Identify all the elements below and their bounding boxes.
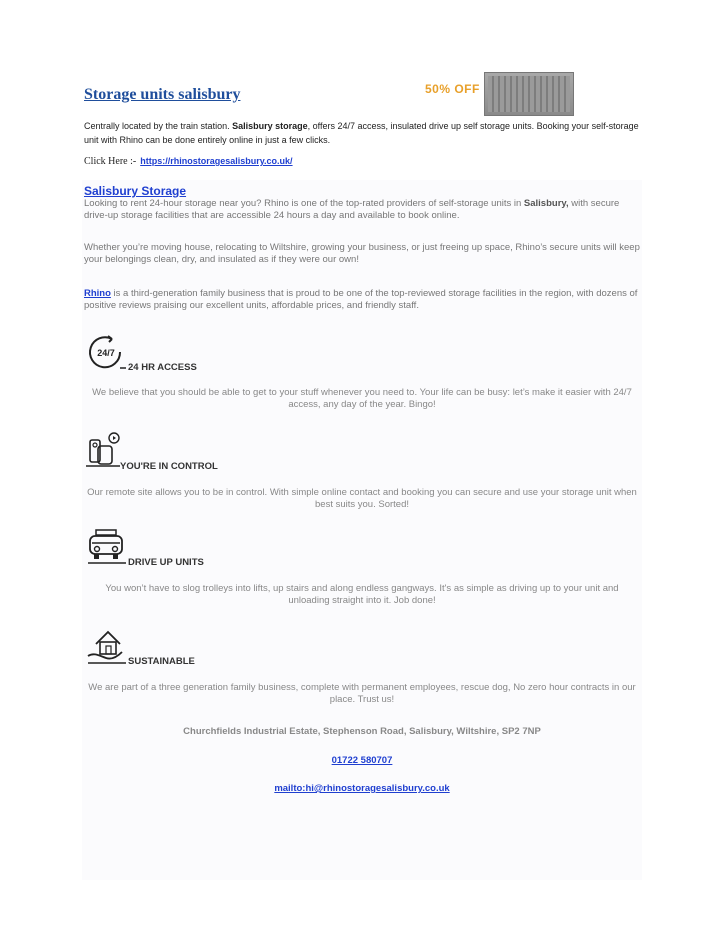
section-paragraph-3: Rhino is a third-generation family business that is proud to be one of the top-reviewed storage facilities in the region, with dozens of positive reviews praising our excellent units, affordable prices, and friendly staff. xyxy=(84,288,638,311)
discount-badge: 50% OFF xyxy=(425,82,480,96)
clock-24-7-icon xyxy=(86,332,126,372)
phone-link[interactable]: 01722 580707 xyxy=(331,755,393,766)
feature-text-24hr: We believe that you should be able to get to your stuff whenever you need to. Your life can be busy: let’s make it easier with 24/7 access, any day of the year. Bingo! xyxy=(92,387,632,410)
website-link[interactable]: https://rhinostoragesalisbury.co.uk/ xyxy=(140,156,293,166)
feature-text-control: Our remote site allows you to be in control. With simple online contact and booking you can secure and use your storage unit when best suits you. Sorted! xyxy=(87,487,637,510)
house-in-hand-icon xyxy=(86,626,126,666)
page-title: Storage units salisbury xyxy=(84,86,241,103)
content-background xyxy=(82,180,642,880)
address: Churchfields Industrial Estate, Stephenson Road, Salisbury, Wiltshire, SP2 7NP xyxy=(183,726,541,737)
feature-title-24hr: 24 HR ACCESS xyxy=(128,362,197,373)
email-link[interactable]: mailto:hi@rhinostoragesalisbury.co.uk xyxy=(274,783,450,794)
feature-title-drive-up: DRIVE UP UNITS xyxy=(128,557,204,568)
section-paragraph-1: Looking to rent 24-hour storage near you? Rhino is one of the top-rated providers of self-storage units in Salisbury, with secure drive-up storage facilities that are accessible 24 hours a day and available to book online. xyxy=(84,198,620,221)
feature-text-drive-up: You won’t have to slog trolleys into lifts, up stairs and along endless gangways. It's as simple as driving up to your unit and unloading straight into it. Job done! xyxy=(105,583,619,606)
click-here-label: Click Here :- xyxy=(84,156,137,167)
van-icon xyxy=(86,526,126,566)
feature-title-sustainable: SUSTAINABLE xyxy=(128,656,195,667)
feature-text-sustainable: We are part of a three generation family business, complete with permanent employees, rescue dog, No zero hour contracts in our place. Trust us! xyxy=(88,682,636,705)
container-image xyxy=(484,72,574,116)
rhino-link[interactable]: Rhino xyxy=(84,288,111,299)
section-paragraph-2: Whether you’re moving house, relocating to Wiltshire, growing your business, or just freeing up space, Rhino’s secure units will keep your belongings clean, dry, and insulated as if they were our own! xyxy=(84,242,640,265)
svg-text:24/7: 24/7 xyxy=(97,348,115,358)
feature-title-control: YOU'RE IN CONTROL xyxy=(120,461,218,472)
intro-paragraph: Centrally located by the train station. Salisbury storage, offers 24/7 access, insulated drive up self storage units. Booking your self-storage unit with Rhino can be done entirely online in just a few clicks. xyxy=(84,121,639,145)
section-heading[interactable]: Salisbury Storage xyxy=(84,184,187,198)
click-here-line xyxy=(84,156,293,167)
